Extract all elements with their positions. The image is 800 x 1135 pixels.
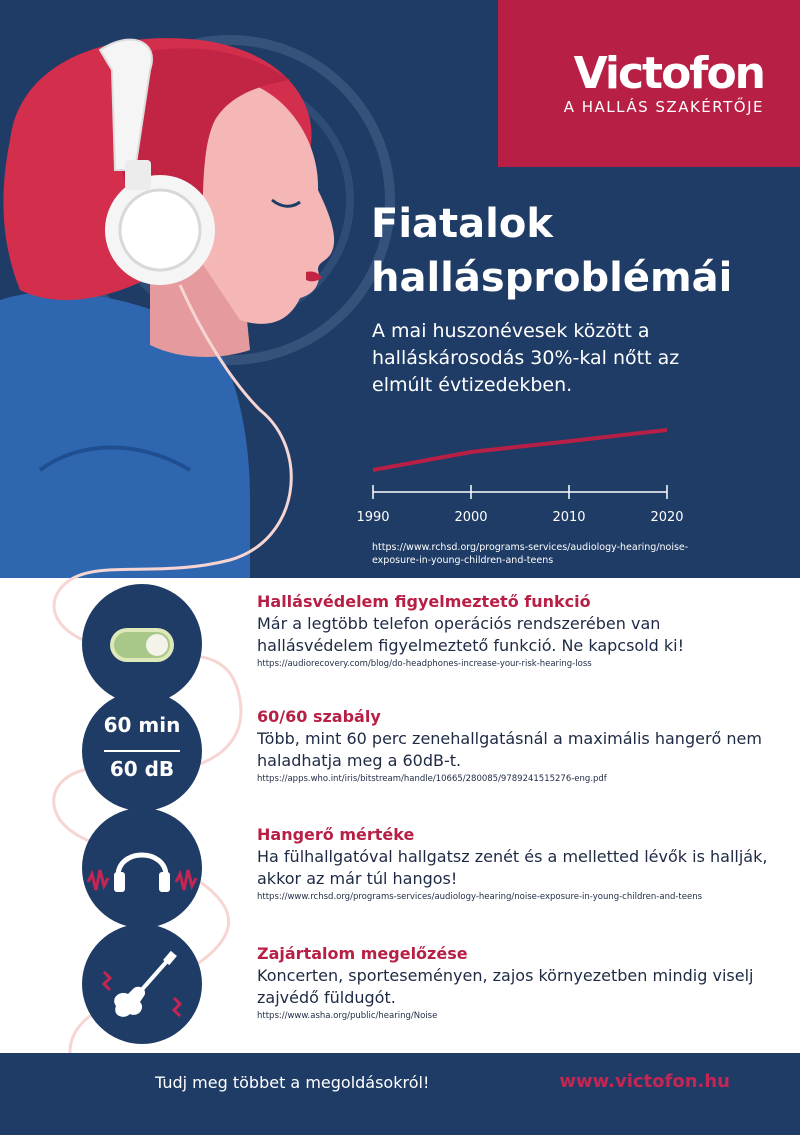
tip-3-source[interactable]: https://www.rchsd.org/programs-services/audiology-hearing/noise-exposure-in-young-children-and-teens (257, 892, 703, 902)
tip-1-title: Hallásvédelem figyelmeztető funkció (257, 592, 591, 611)
chart-tick-label-1990: 1990 (356, 510, 390, 525)
tip-4 (257, 943, 777, 1022)
timer-decibel-icon (82, 691, 202, 811)
footer-bar (0, 1053, 800, 1135)
footer-website-link[interactable]: www.victofon.hu (559, 1071, 730, 1092)
chart-tick-label-2020: 2020 (650, 510, 684, 525)
tip-4-icon-circle (82, 924, 202, 1044)
tip-1-source[interactable]: https://audiorecovery.com/blog/do-headphones-increase-your-risk-hearing-loss (257, 659, 592, 669)
tip-2-title: 60/60 szabály (257, 707, 381, 726)
tip-1-body: Már a legtöbb telefon operációs rendszerében van hallásvédelem figyelmeztető funkció. Ne kapcsold ki! (257, 614, 685, 655)
hero-source[interactable]: https://www.rchsd.org/programs-services/audiology-hearing/noise-exposure-in-young-children-and-teens (372, 542, 689, 566)
headphones-soundwave-icon (82, 808, 202, 928)
tips-section (0, 578, 800, 1053)
toggle-switch-icon (82, 584, 202, 704)
chart-tick-label-2000: 2000 (454, 510, 488, 525)
victofon-logo: Victofon (573, 48, 764, 99)
tip-2 (257, 706, 777, 785)
tip-1 (257, 591, 777, 670)
lead-text: A mai huszonévesek között a halláskárosodás 30%-kal nőtt az elmúlt évtizedekben. (372, 320, 680, 396)
footer-cta: Tudj meg többet a megoldásokról! (155, 1073, 430, 1092)
tip-3-icon-circle (82, 808, 202, 928)
tip-2-body: Több, mint 60 perc zenehallgatásnál a maximális hangerő nem haladhatja meg a 60dB-t. (257, 729, 762, 770)
electric-guitar-icon (82, 924, 202, 1044)
tip-3 (257, 824, 777, 903)
tip-2-source[interactable]: https://apps.who.int/iris/bitstream/handle/10665/280085/9789241515276-eng.pdf (257, 774, 607, 784)
decibel-60-label: 60 dB (109, 757, 175, 781)
tip-3-title: Hangerő mértéke (257, 825, 415, 844)
title-line-2: hallásproblémái (371, 255, 733, 301)
tip-4-title: Zajártalom megelőzése (257, 944, 468, 963)
brand-tagline: A HALLÁS SZAKÉRTŐJE (563, 98, 764, 116)
title-line-1: Fiatalok (371, 201, 553, 247)
tip-1-icon-circle (82, 584, 202, 704)
tip-4-body: Koncerten, sporteseményen, zajos környezetben mindig viselj zajvédő füldugót. (257, 966, 754, 1007)
tip-2-icon-circle (82, 691, 202, 811)
chart-trend-line (373, 430, 667, 470)
timer-60-min-label: 60 min (103, 713, 181, 737)
tip-3-body: Ha fülhallgatóval hallgatsz zenét és a melletted lévők is hallják, akkor az már túl hangos! (257, 847, 768, 888)
tip-4-source[interactable]: https://www.asha.org/public/hearing/Noise (257, 1011, 438, 1021)
chart-tick-label-2010: 2010 (552, 510, 586, 525)
